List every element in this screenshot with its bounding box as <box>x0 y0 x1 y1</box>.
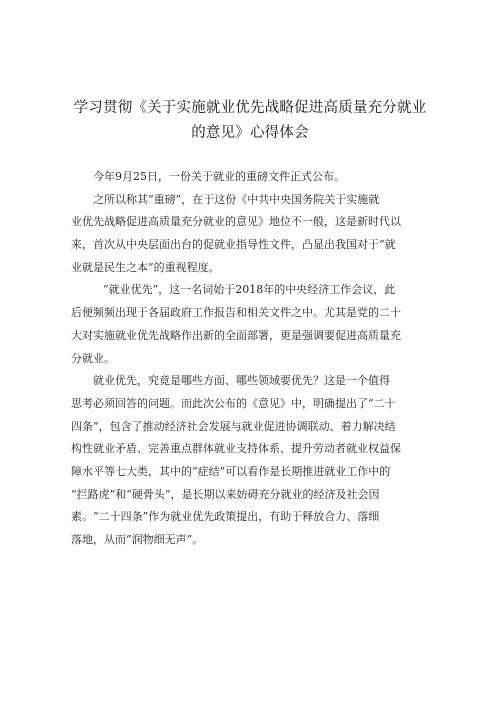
paragraph-4-line-3: 四条”，包含了推动经济社会发展与就业促进协调联动、着力解决结 <box>71 419 396 433</box>
paragraph-2-line-3: 来，首次从中央层面出台的促就业指导性文件，凸显出我国对于“就 <box>71 238 396 252</box>
paragraph-3-line-4: 分就业。 <box>71 351 115 365</box>
paragraph-3-line-3: 大对实施就业优先战略作出新的全面部署，更是强调要促进高质量充 <box>71 328 401 342</box>
paragraph-2-line-1: 之所以称其“重磅”，在于这份《中共中央国务院关于实施就 <box>93 192 380 206</box>
document-body <box>71 166 413 552</box>
paragraph-4-line-6: “拦路虎”和“硬骨头”，是长期以来妨碍充分就业的经济及社会因 <box>71 487 380 501</box>
paragraph-2-line-2: 业优先战略促进高质量充分就业的意见》地位不一般，这是新时代以 <box>71 215 401 229</box>
paragraph-4-line-1: 就业优先，究竟是哪些方面、哪些领域要优先？这是一个值得 <box>93 374 390 388</box>
paragraph-2-line-4: 业就是民生之本”的重视程度。 <box>71 260 220 274</box>
paragraph-4-line-8: 落地，从而“润物细无声”。 <box>71 533 204 546</box>
paragraph-1-line-1: 今年9月25日，一份关于就业的重磅文件正式公布。 <box>93 170 345 183</box>
paragraph-4-line-2: 思考必须回答的问题。而此次公布的《意见》中，明确提出了“二十 <box>71 396 396 410</box>
document-title-line-1: 学习贯彻《关于实施就业优先战略促进高质量充分就业 <box>73 100 427 116</box>
paragraph-3-line-2: 后便频频出现于各届政府工作报告和相关文件之中。尤其是党的二十 <box>71 306 401 320</box>
paragraph-4-line-5: 障水平等七大类，其中的“症结”可以看作是长期推进就业工作中的 <box>71 464 391 478</box>
document-title-line-2: 的意见》心得体会 <box>191 125 309 141</box>
paragraph-3-line-1: “就业优先”，这一名词始于2018年的中央经济工作会议，此 <box>103 283 396 297</box>
paragraph-4-line-7: 素。“二十四条”作为就业优先政策提出，有助于释放合力、落细 <box>71 510 380 524</box>
paragraph-4-line-4: 构性就业矛盾、完善重点群体就业支持体系、提升劳动者就业权益保 <box>71 442 401 456</box>
